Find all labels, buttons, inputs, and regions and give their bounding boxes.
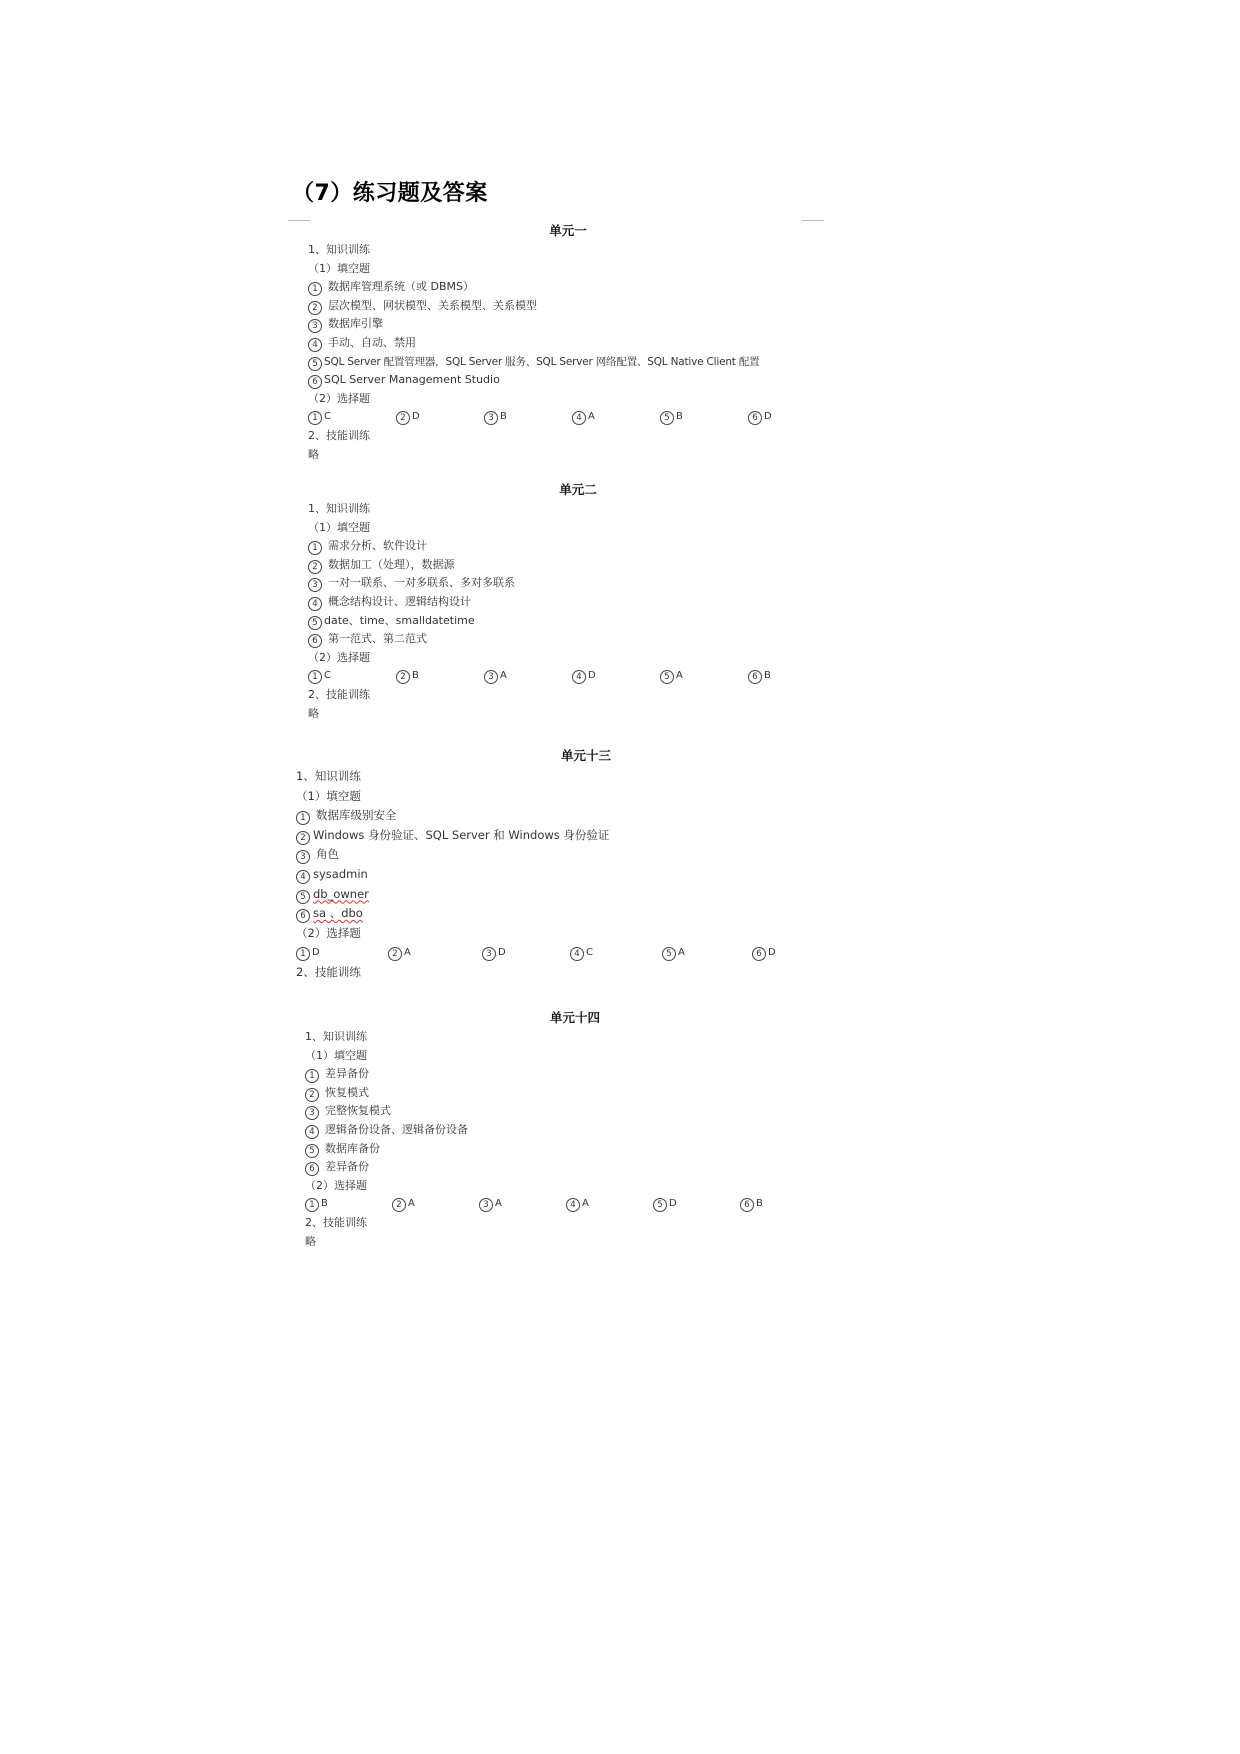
fill-answer: [305, 1140, 825, 1159]
fill-answer-text: date、time、smalldatetime: [324, 613, 475, 627]
choice-letter: C: [586, 947, 593, 959]
circled-number: 1: [305, 1198, 319, 1212]
choice-answer: [570, 943, 593, 963]
fill-answer: [305, 1084, 825, 1103]
choice-letter: A: [676, 670, 683, 682]
choice-answer: [566, 1195, 589, 1214]
circled-number: 4: [566, 1198, 580, 1212]
choice-answers: [296, 943, 836, 963]
circled-number: 3: [308, 578, 322, 592]
circled-number: 4: [572, 670, 586, 684]
fill-heading: （1）填空题: [305, 1048, 367, 1062]
choice-answer: [660, 408, 683, 427]
circled-number: 3: [308, 319, 322, 333]
circled-number: 5: [662, 947, 676, 961]
circled-number: 6: [308, 375, 322, 389]
circled-number: 1: [308, 541, 322, 555]
fill-answer: [308, 353, 828, 372]
circled-number: 4: [308, 597, 322, 611]
fill-answer-text: 概念结构设计、逻辑结构设计: [328, 594, 471, 608]
fill-answer-text: 手动、自动、禁用: [328, 335, 416, 349]
fill-answer-text: SQL Server 配置管理器，SQL Server 服务、SQL Server 网络配置、SQL Native Client 配置: [324, 355, 760, 368]
knowledge-heading: 1、知识训练: [296, 769, 361, 783]
circled-number: 3: [479, 1198, 493, 1212]
unit-section: [308, 480, 828, 723]
skill-note: 略: [305, 1234, 316, 1248]
circled-number: 6: [305, 1162, 319, 1176]
fill-answer-text: sa 、dbo: [313, 906, 363, 921]
fill-answer: [296, 885, 836, 905]
fill-answer: [308, 371, 828, 390]
circled-number: 6: [308, 634, 322, 648]
unit-section: [296, 745, 836, 983]
skill-heading: 2、技能训练: [308, 687, 370, 701]
choice-heading: （2）选择题: [308, 650, 370, 664]
circled-number: 6: [296, 909, 310, 923]
circled-number: 2: [388, 947, 402, 961]
circled-number: 5: [305, 1144, 319, 1158]
circled-number: 6: [752, 947, 766, 961]
choice-answer: [484, 667, 507, 686]
fill-answer-text: Windows 身份验证、SQL Server 和 Windows 身份验证: [313, 827, 610, 842]
fill-answer: [296, 904, 836, 924]
circled-number: 2: [392, 1198, 406, 1212]
choice-answer: [662, 943, 685, 963]
fill-answer-text: 差异备份: [325, 1160, 369, 1174]
choice-letter: C: [324, 670, 331, 682]
fill-answer-text: 数据库引擎: [328, 317, 383, 331]
fill-heading: （1）填空题: [308, 261, 370, 275]
circled-number: 2: [308, 560, 322, 574]
choice-answer: [388, 943, 411, 963]
choice-heading: （2）选择题: [305, 1178, 367, 1192]
circled-number: 2: [296, 831, 310, 845]
circled-number: 5: [308, 616, 322, 630]
fill-answer-text: 数据库管理系统（或 DBMS）: [328, 280, 474, 294]
circled-number: 1: [308, 411, 322, 425]
choice-answer: [748, 667, 771, 686]
fill-answer-text: 数据加工（处理），数据源: [328, 557, 455, 571]
choice-answers: [308, 667, 828, 686]
choice-answer: [572, 667, 596, 686]
choice-letter: B: [756, 1198, 763, 1210]
skill-heading: 2、技能训练: [308, 428, 370, 442]
circled-number: 4: [296, 870, 310, 884]
circled-number: 3: [296, 850, 310, 864]
fill-answer-text: 数据库级别安全: [316, 808, 397, 823]
fill-answer-text: 一对一联系、一对多联系、多对多联系: [328, 576, 515, 590]
choice-answer: [308, 408, 331, 427]
choice-answer: [748, 408, 772, 427]
fill-answer: [308, 315, 828, 334]
choice-letter: D: [498, 947, 506, 959]
choice-answers: [305, 1195, 825, 1214]
fill-answer: [308, 593, 828, 612]
choice-letter: B: [412, 670, 419, 682]
fill-answer-text: sysadmin: [313, 866, 368, 881]
choice-heading: （2）选择题: [296, 925, 361, 940]
margin-corner-mark-left: [288, 220, 310, 221]
choice-answer: [396, 667, 419, 686]
fill-answer: [305, 1158, 825, 1177]
fill-heading: （1）填空题: [296, 788, 361, 803]
circled-number: 4: [305, 1125, 319, 1139]
choice-letter: C: [324, 411, 331, 423]
circled-number: 1: [308, 282, 322, 296]
fill-answer-text: 逻辑备份设备、逻辑备份设备: [325, 1122, 468, 1136]
choice-letter: A: [588, 411, 595, 423]
choice-letter: A: [408, 1198, 415, 1210]
choice-answer: [308, 667, 331, 686]
circled-number: 6: [748, 411, 762, 425]
circled-number: 6: [748, 670, 762, 684]
circled-number: 3: [484, 411, 498, 425]
unit-section: [305, 1008, 825, 1251]
circled-number: 1: [296, 947, 310, 961]
skill-note: 略: [308, 447, 319, 461]
choice-letter: A: [678, 947, 685, 959]
circled-number: 4: [570, 947, 584, 961]
choice-answer: [660, 667, 683, 686]
fill-answer-text: SQL Server Management Studio: [324, 373, 500, 387]
fill-answer: [305, 1102, 825, 1121]
choice-heading: （2）选择题: [308, 391, 370, 405]
fill-answer: [305, 1121, 825, 1140]
choice-letter: A: [495, 1198, 502, 1210]
unit-title: 单元一: [549, 223, 587, 238]
fill-answer-text: 数据库备份: [325, 1141, 380, 1155]
fill-answer: [308, 612, 828, 631]
choice-letter: A: [582, 1198, 589, 1210]
choice-answer: [392, 1195, 415, 1214]
circled-number: 5: [653, 1198, 667, 1212]
choice-answer: [484, 408, 507, 427]
fill-answer: [308, 574, 828, 593]
choice-letter: D: [312, 947, 320, 959]
circled-number: 2: [396, 670, 410, 684]
skill-note: 略: [308, 706, 319, 720]
choice-letter: B: [676, 411, 683, 423]
unit-title: 单元十四: [549, 1010, 600, 1025]
choice-answer: [479, 1195, 502, 1214]
choice-letter: D: [768, 947, 776, 959]
choice-answer: [396, 408, 420, 427]
choice-answer: [296, 943, 320, 963]
circled-number: 1: [308, 670, 322, 684]
circled-number: 4: [308, 338, 322, 352]
fill-answer: [308, 630, 828, 649]
unit-section: [308, 221, 828, 464]
fill-answer: [296, 806, 836, 826]
choice-letter: D: [588, 670, 596, 682]
circled-number: 4: [572, 411, 586, 425]
circled-number: 2: [305, 1088, 319, 1102]
choice-answers: [308, 408, 828, 427]
fill-answer: [308, 334, 828, 353]
fill-answer-text: 第一范式、第二范式: [328, 632, 427, 646]
circled-number: 2: [396, 411, 410, 425]
fill-answer-text: 层次模型、网状模型、关系模型、关系模型: [328, 298, 537, 312]
fill-answer-text: 需求分析、软件设计: [328, 539, 427, 553]
circled-number: 3: [482, 947, 496, 961]
circled-number: 2: [308, 301, 322, 315]
choice-letter: A: [404, 947, 411, 959]
choice-letter: D: [412, 411, 420, 423]
choice-answer: [740, 1195, 763, 1214]
knowledge-heading: 1、知识训练: [308, 502, 370, 515]
circled-number: 5: [660, 670, 674, 684]
fill-answer: [296, 845, 836, 865]
choice-answer: [572, 408, 595, 427]
choice-answer: [482, 943, 506, 963]
circled-number: 1: [305, 1069, 319, 1083]
circled-number: 5: [296, 890, 310, 904]
choice-answer: [305, 1195, 328, 1214]
fill-answer-text: 差异备份: [325, 1067, 369, 1081]
circled-number: 3: [305, 1106, 319, 1120]
choice-letter: A: [500, 670, 507, 682]
circled-number: 1: [296, 811, 310, 825]
fill-answer-text: 恢复模式: [325, 1085, 369, 1099]
fill-answer: [305, 1065, 825, 1084]
page-title: （7）练习题及答案: [292, 181, 488, 206]
fill-answer: [296, 826, 836, 846]
choice-answer: [752, 943, 776, 963]
choice-letter: B: [321, 1198, 328, 1210]
fill-answer: [308, 556, 828, 575]
fill-answer-text: 完整恢复模式: [325, 1104, 391, 1118]
circled-number: 5: [660, 411, 674, 425]
knowledge-heading: 1、知识训练: [305, 1030, 367, 1043]
fill-answer-text: db_owner: [313, 886, 369, 901]
fill-answer-text: 角色: [316, 847, 339, 862]
fill-answer: [308, 278, 828, 297]
fill-answer: [296, 865, 836, 885]
fill-answer: [308, 297, 828, 316]
choice-letter: B: [500, 411, 507, 423]
circled-number: 3: [484, 670, 498, 684]
choice-answer: [653, 1195, 677, 1214]
choice-letter: D: [764, 411, 772, 423]
unit-title: 单元十三: [560, 748, 611, 763]
knowledge-heading: 1、知识训练: [308, 243, 370, 256]
skill-heading: 2、技能训练: [305, 1215, 367, 1229]
unit-title: 单元二: [559, 482, 597, 497]
circled-number: 5: [308, 357, 322, 371]
fill-heading: （1）填空题: [308, 520, 370, 534]
choice-letter: B: [764, 670, 771, 682]
skill-heading: 2、技能训练: [296, 964, 361, 979]
circled-number: 6: [740, 1198, 754, 1212]
choice-letter: D: [669, 1198, 677, 1210]
fill-answer: [308, 537, 828, 556]
